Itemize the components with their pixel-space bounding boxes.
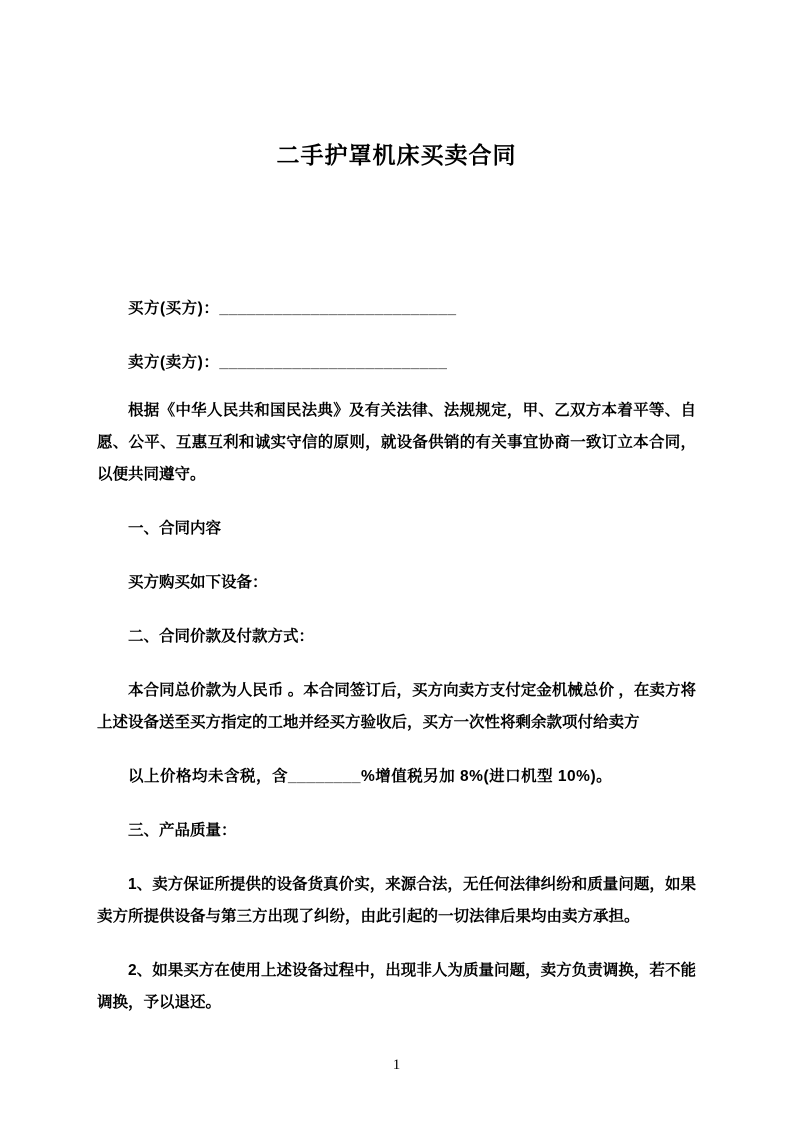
price-payment-paragraph: 本合同总价款为人民币 。本合同签订后，买方向卖方支付定金机械总价 ，在卖方将上述设备送至买方指定的工地并经买方验收后，买方一次性将剩余款项付给卖方 — [97, 682, 696, 731]
section-heading-product-quality: 三、产品质量： — [128, 822, 237, 839]
preamble-paragraph: 根据《中华人民共和国民法典》及有关法律、法规规定，甲、乙双方本着平等、自愿、公平、互惠互利和诚实守信的原则，就设备供销的有关事宜协商一致订立本合同，以便共同遵守。 — [97, 402, 696, 483]
page-number: 1 — [392, 1057, 401, 1073]
equipment-intro-line: 买方购买如下设备： — [128, 574, 268, 591]
buyer-line: 买方(买方)：__________________________ — [128, 300, 457, 317]
tax-note-line: 以上价格均未含税，含________%增值税另加 8%(进口机型 10%)。 — [128, 768, 613, 785]
section-heading-price-payment: 二、合同价款及付款方式： — [128, 628, 315, 645]
document-title: 二手护罩机床买卖合同 — [276, 142, 517, 168]
section-heading-contract-content: 一、合同内容 — [128, 520, 222, 537]
quality-clause-1: 1、卖方保证所提供的设备货真价实，来源合法，无任何法律纠纷和质量问题，如果卖方所提供设备与第三方出现了纠纷，由此引起的一切法律后果均由卖方承担。 — [97, 876, 696, 925]
quality-clause-2: 2、如果买方在使用上述设备过程中，出现非人为质量问题，卖方负责调换，若不能调换，予以退还。 — [97, 962, 696, 1011]
seller-line: 卖方(卖方)：_________________________ — [128, 354, 448, 371]
